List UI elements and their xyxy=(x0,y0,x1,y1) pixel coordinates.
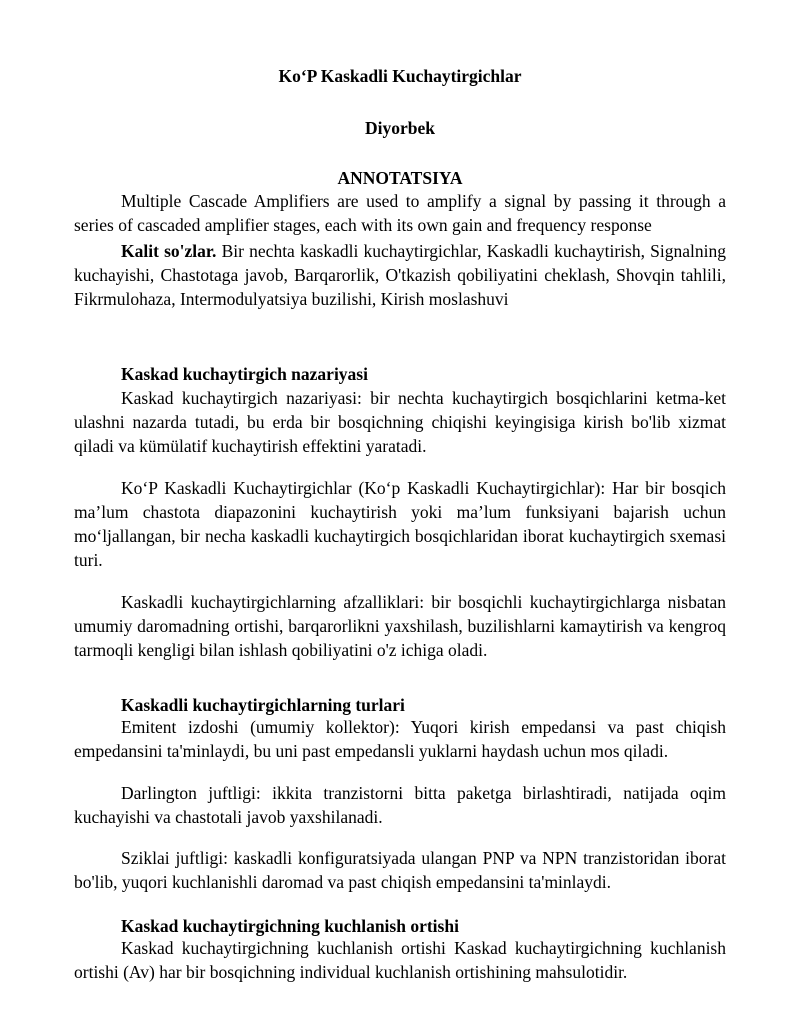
paragraph: Kaskad kuchaytirgichning kuchlanish ortishi Kaskad kuchaytirgichning kuchlanish ortishi (Av) har bir bosqichning individual kuchlanish ortishining mahsulotidir. xyxy=(74,938,726,982)
annotation-text: Multiple Cascade Amplifiers are used to amplify a signal by passing it through a series of cascaded amplifier stages, each with its own gain and frequency response xyxy=(74,191,726,235)
document-title: Ko‘P Kaskadli Kuchaytirgichlar xyxy=(278,66,522,86)
keywords-text: Bir nechta kaskadli kuchaytirgichlar, Kaskadli kuchaytirish, Signalning kuchayishi, Chastotaga javob, Barqarorlik, O'tkazish qobiliyatini cheklash, Shovqin tahlili, Fikrmulohaza, Intermodulyatsiya buzilishi, Kirish moslashuvi xyxy=(74,241,726,309)
paragraph: Sziklai juftligi: kaskadli konfiguratsiyada ulangan PNP va NPN tranzistoridan iborat bo'lib, yuqori kuchlanishli daromad va past chiqish empedansini ta'minlaydi. xyxy=(74,848,726,892)
paragraph: Kaskad kuchaytirgich nazariyasi: bir nechta kuchaytirgich bosqichlarini ketma-ket ulashni nazarda tutadi, bu erda bir bosqichning chiqishi keyingisiga kirish bo'lib xizmat qiladi va kümülatif kuchaytirish effektini yaratadi. xyxy=(74,388,726,456)
paragraph: Kaskadli kuchaytirgichlarning afzalliklari: bir bosqichli kuchaytirgichlarga nisbatan umumiy daromadning ortishi, barqarorlikni yaxshilash, buzilishlarni kamaytirish va kengroq tarmoqli kengligi bilan ishlash qobiliyatini o'z ichiga oladi. xyxy=(74,592,726,660)
keywords-paragraph xyxy=(74,239,726,311)
author-name: Diyorbek xyxy=(365,118,435,138)
keywords-label: Kalit so'zlar. xyxy=(121,241,217,261)
section-heading: Kaskad kuchaytirgichning kuchlanish ortishi xyxy=(121,916,459,936)
section-heading: Kaskad kuchaytirgich nazariyasi xyxy=(121,364,368,384)
paragraph: Emitent izdoshi (umumiy kollektor): Yuqori kirish empedansi va past chiqish empedansini ta'minlaydi, bu uni past empedansli yuklarni haydash uchun mos qiladi. xyxy=(74,717,726,761)
paragraph: Darlington juftligi: ikkita tranzistorni bitta paketga birlashtiradi, natijada oqim kuchayishi va chastotali javob yaxshilanadi. xyxy=(74,783,726,827)
annotation-heading: ANNOTATSIYA xyxy=(337,168,463,188)
paragraph: Ko‘P Kaskadli Kuchaytirgichlar (Ko‘p Kaskadli Kuchaytirgichlar): Har bir bosqich ma’lum chastota diapazonini kuchaytirish yoki ma’lum funksiyani bajarish uchun mo‘ljallangan, bir necha kaskadli kuchaytirgich bosqichlaridan iborat kuchaytirgich sxemasi turi. xyxy=(74,478,726,570)
section-heading: Kaskadli kuchaytirgichlarning turlari xyxy=(121,695,405,715)
